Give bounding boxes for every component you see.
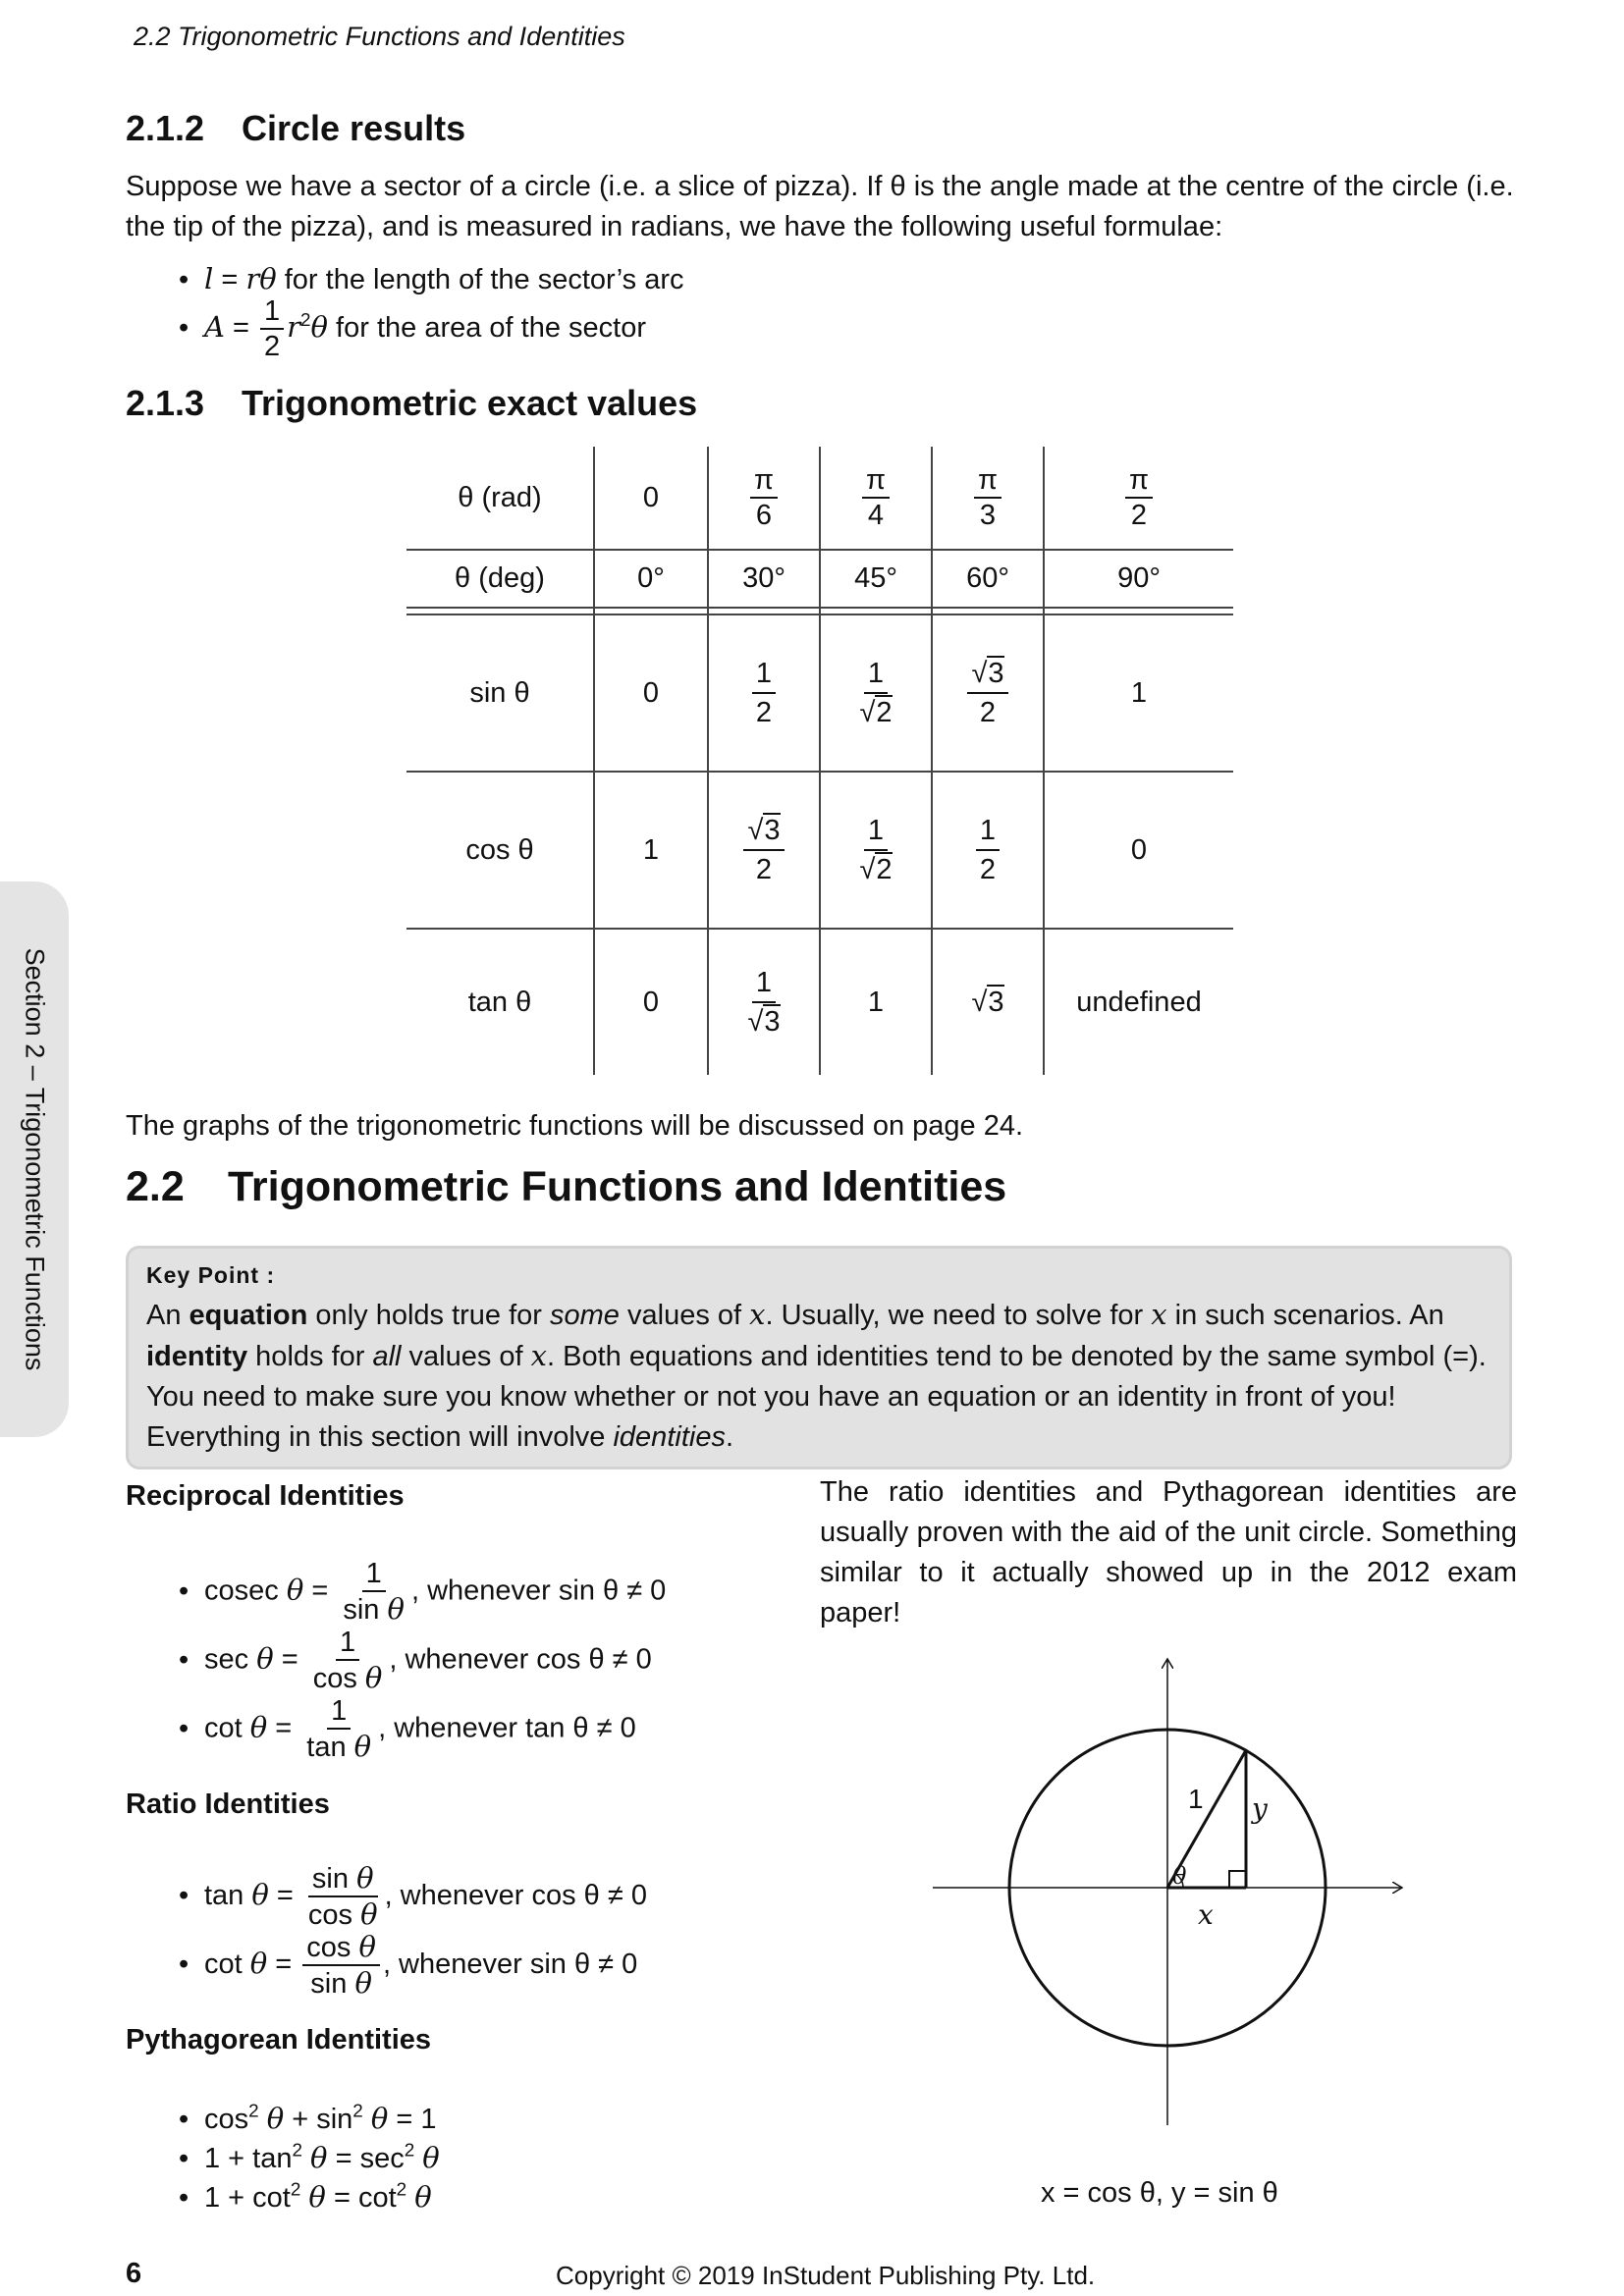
identity-pyth-3: • $1 + \cot^2 \theta = \cot^2 \theta$ <box>179 2178 432 2214</box>
tan-90: undefined <box>1076 986 1202 1018</box>
label-y: y <box>1252 1792 1268 1825</box>
heading-exact-values <box>126 383 697 424</box>
row-label-rad: θ (rad) <box>458 481 542 513</box>
tan-0: 0 <box>642 986 660 1018</box>
sin-30: $\frac{1}{2}$ <box>709 615 819 771</box>
right-angle-marker <box>1229 1871 1246 1888</box>
reciprocal-identities-heading: Reciprocal Identities <box>126 1480 405 1512</box>
sin-45: $\frac{1}{√2}$ <box>821 615 931 771</box>
page-number: 6 <box>126 2258 142 2289</box>
bullet-sector-area: • A = $\frac{1}{2}$ $r^2\theta$ for the area of the sector <box>179 295 647 363</box>
deg-30: 30° <box>742 562 785 594</box>
heading-number: 2.1.2 <box>126 108 205 148</box>
unit-circle-note: The ratio identities and Pythagorean identities are usually proven with the aid of the unit circle. Something similar to it actually showed up in the 2012 exam paper! <box>820 1476 1517 1629</box>
bullet-area-text: for the area of the sector <box>336 312 647 345</box>
section-number: 2.2 <box>126 1163 185 1210</box>
rad-pi-2: $\frac{\pi}{2}$ <box>1045 447 1233 549</box>
cos-45: $\frac{1}{√2}$ <box>821 773 931 928</box>
side-tab-label: Section 2 – Trigonometric Functions <box>20 947 50 1371</box>
bullet-dot: • <box>179 264 189 295</box>
identity-cot: • cot θ = $\frac{1}{\text{tan θ}}$ , whenever tan θ ≠ 0 <box>179 1695 636 1764</box>
rad-0: 0 <box>642 481 660 513</box>
graphs-note: The graphs of the trigonometric functions will be discussed on page 24. <box>126 1110 1024 1142</box>
identity-pyth-2: • $1 + \tan^2 \theta = \sec^2 \theta$ <box>179 2139 440 2174</box>
copyright: Copyright © 2019 InStudent Publishing Pty. Ltd. <box>556 2261 1096 2290</box>
identity-cot-ratio: • cot θ = $\frac{\text{cos θ}}{\text{sin θ}}$ , whenever sin θ ≠ 0 <box>179 1930 638 2001</box>
section-title: Trigonometric Functions and Identities <box>228 1163 1007 1210</box>
deg-45: 45° <box>854 562 897 594</box>
identity-tan-ratio: • tan θ = $\frac{\text{sin θ}}{\text{cos θ}}$ , whenever cos θ ≠ 0 <box>179 1861 647 1932</box>
deg-60: 60° <box>966 562 1009 594</box>
heading-number: 2.1.3 <box>126 383 205 423</box>
section-side-tab <box>0 881 69 1437</box>
label-theta: θ <box>1172 1862 1187 1890</box>
ratio-identities-heading: Ratio Identities <box>126 1789 330 1820</box>
heading-title: Trigonometric exact values <box>242 383 698 423</box>
row-label-sin: sin θ <box>469 676 530 709</box>
rad-pi-6: $\frac{\pi}{6}$ <box>709 447 819 549</box>
bullet-dot: • <box>179 312 189 345</box>
cos-30: $\frac{√3}{2}$ <box>709 773 819 928</box>
heading-title: Circle results <box>242 108 466 148</box>
tan-45: 1 <box>867 986 885 1018</box>
rad-pi-4: $\frac{\pi}{4}$ <box>821 447 931 549</box>
row-label-deg: θ (deg) <box>455 562 545 594</box>
deg-0: 0° <box>637 562 665 594</box>
identity-cosec: • cosec θ = $\frac{1}{\text{sin θ}}$ , whenever sin θ ≠ 0 <box>179 1558 667 1627</box>
section-heading <box>126 1163 1006 1211</box>
bullet-arc-text: for the length of the sector’s arc <box>284 264 684 295</box>
exact-values-table <box>406 447 1233 1075</box>
heading-circle-results <box>126 108 465 149</box>
row-label-cos: cos θ <box>465 833 534 866</box>
cos-60: $\frac{1}{2}$ <box>933 773 1043 928</box>
identity-pyth-1: • $\cos^2 \theta + \sin^2 \theta = 1$ <box>179 2100 437 2135</box>
table-divider <box>406 607 1233 609</box>
bullet-arc-length: • l = rθ for the length of the sector’s arc <box>179 262 684 295</box>
cos-0: 1 <box>642 833 660 866</box>
sin-60: $\frac{√3}{2}$ <box>933 615 1043 771</box>
deg-90: 90° <box>1117 562 1161 594</box>
key-point-text: An equation only holds true for some values of x. Usually, we need to solve for x in such scenarios. An identity holds for all values of x. Both equations and identities tend to be denoted by the same symbol (=). You need to make sure you know whether or not you have an equation or an identity in front of you! Everything in this section will involve identities. <box>146 1298 1487 1453</box>
label-x: x <box>1198 1898 1214 1931</box>
pythagorean-identities-heading: Pythagorean Identities <box>126 2024 432 2056</box>
unit-circle-caption: x = cos θ, y = sin θ <box>1041 2177 1278 2209</box>
row-label-tan: tan θ <box>467 986 532 1018</box>
tan-60: √3 <box>971 986 1004 1018</box>
label-hypotenuse: 1 <box>1188 1784 1204 1814</box>
key-point-title: Key Point : <box>146 1262 276 1288</box>
circle-results-intro: Suppose we have a sector of a circle (i.e. a slice of pizza). If θ is the angle made at the centre of the circle (i.e. the tip of the pizza), and is measured in radians, we have the following useful formulae: <box>126 171 1514 242</box>
rad-pi-3: $\frac{\pi}{3}$ <box>933 447 1043 549</box>
tan-30: $\frac{1}{√3}$ <box>709 930 819 1075</box>
identity-sec: • sec θ = $\frac{1}{\text{cos θ}}$ , whenever cos θ ≠ 0 <box>179 1627 652 1695</box>
sin-90: 1 <box>1130 676 1148 709</box>
running-header: 2.2 Trigonometric Functions and Identities <box>134 22 625 51</box>
unit-circle-diagram <box>923 1649 1414 2140</box>
cos-90: 0 <box>1130 833 1148 866</box>
sin-0: 0 <box>642 676 660 709</box>
key-point-box <box>126 1246 1512 1469</box>
